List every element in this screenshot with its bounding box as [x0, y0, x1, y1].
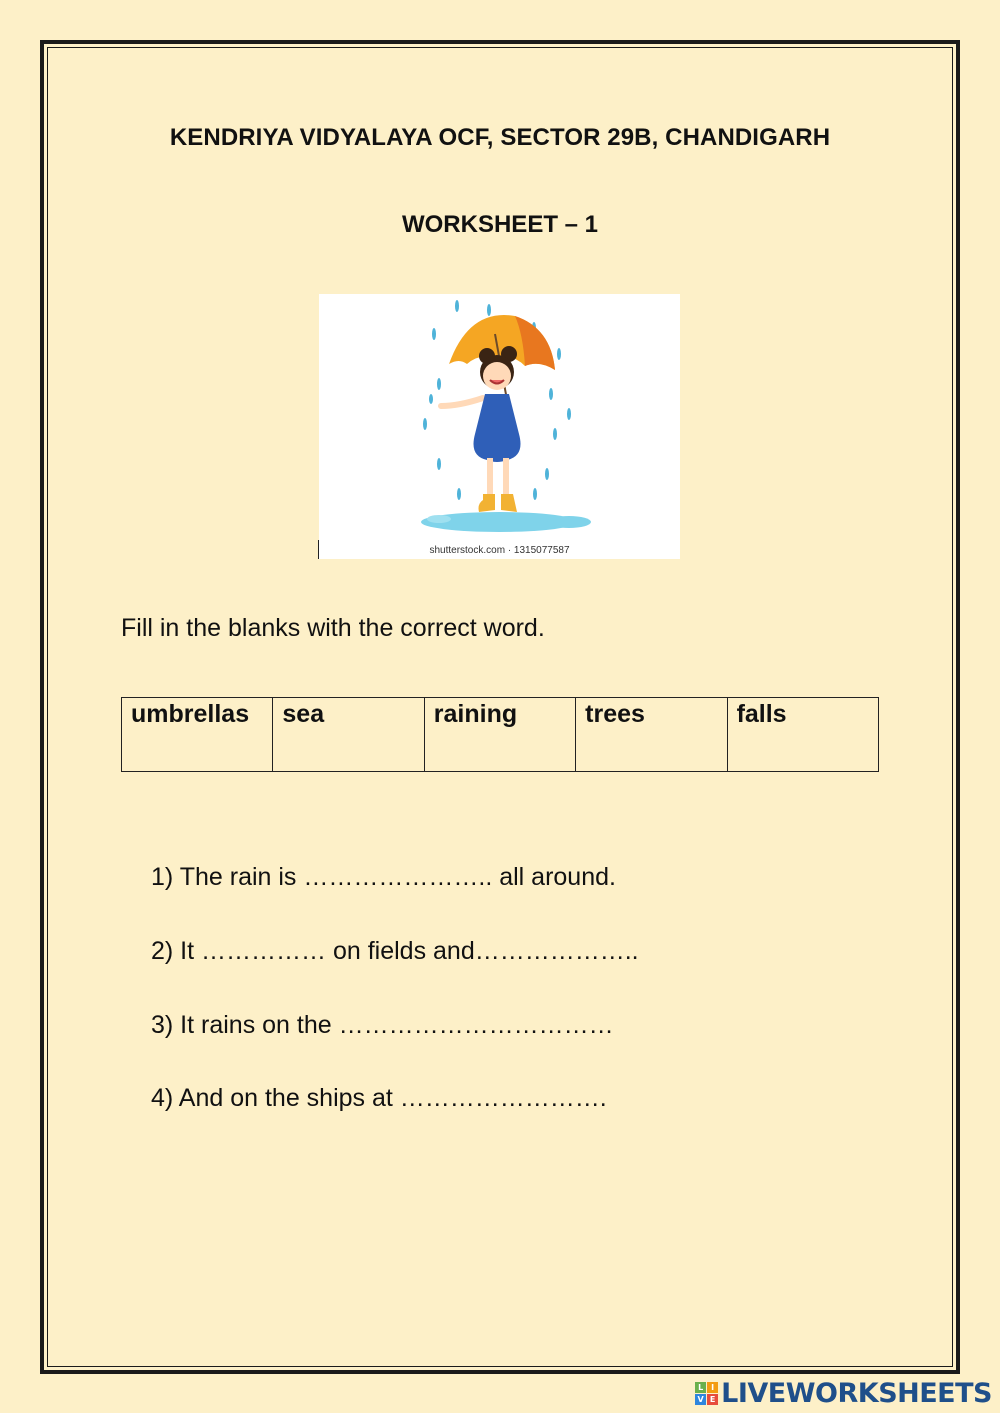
leg	[503, 458, 509, 498]
liveworksheets-logo[interactable]	[695, 1376, 992, 1410]
boot	[501, 494, 517, 512]
word-bank-cell: raining	[424, 698, 575, 772]
word-bank-cell: trees	[576, 698, 727, 772]
smile	[490, 380, 504, 384]
question-3: 3) It rains on the ……………………………	[151, 1011, 614, 1039]
worksheet-title: WORKSHEET – 1	[401, 211, 599, 238]
question-2: 2) It …………… on fields and………………..	[151, 937, 639, 965]
question-4: 4) And on the ships at …………………….	[151, 1084, 607, 1112]
instruction-text: Fill in the blanks with the correct word.	[121, 614, 545, 642]
face	[483, 362, 511, 390]
leg	[487, 458, 493, 498]
rain-illustration	[319, 294, 680, 559]
puddle-shape	[427, 515, 451, 523]
word-bank-cell: sea	[273, 698, 424, 772]
boot	[479, 494, 496, 512]
arm	[441, 398, 483, 406]
word-bank-cell: falls	[727, 698, 878, 772]
puddle-shape	[547, 516, 591, 528]
dress	[474, 394, 521, 462]
word-bank-row	[122, 698, 879, 772]
word-bank-table	[121, 697, 879, 772]
liveworksheets-wordmark: LIVEWORKSHEETS	[721, 1377, 992, 1409]
liveworksheets-icon: L I V E	[695, 1382, 718, 1405]
word-bank-cell: umbrellas	[122, 698, 273, 772]
image-credit: shutterstock.com · 1315077587	[429, 545, 570, 556]
girl-with-umbrella-icon	[319, 294, 680, 559]
text-cursor	[318, 540, 319, 559]
question-1: 1) The rain is ………………….. all around.	[151, 863, 616, 891]
school-title: KENDRIYA VIDYALAYA OCF, SECTOR 29B, CHANDIGARH	[169, 124, 831, 151]
